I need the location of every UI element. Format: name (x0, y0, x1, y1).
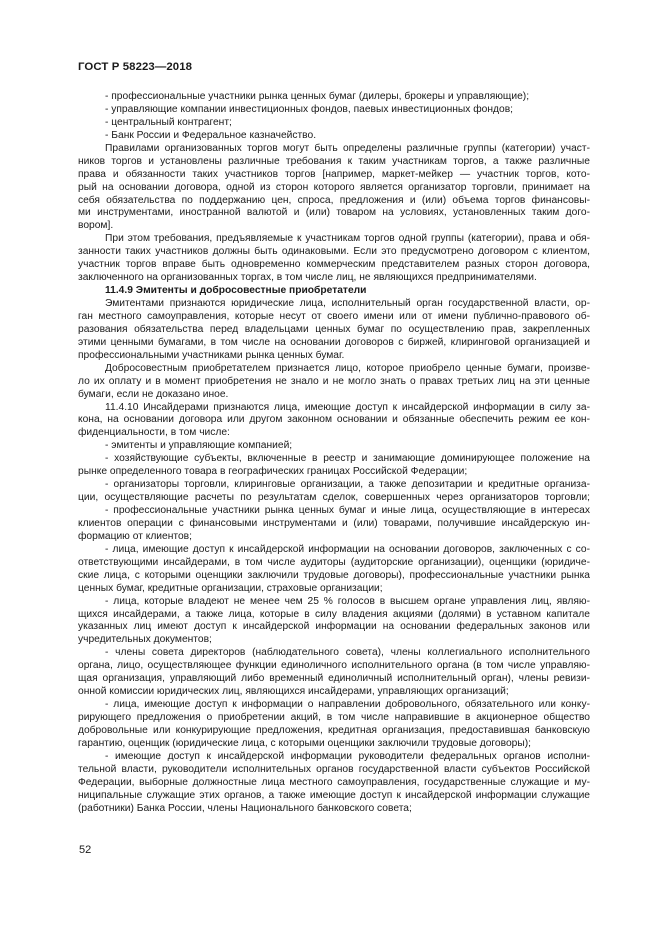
text-line: Федерации, выборные должностные лица местного самоуправления, государственные служащие и му- (78, 776, 590, 788)
text-line: - лица, имеющие доступ к информации о направлении добровольного, обязательного или конку- (105, 699, 590, 711)
text-line: формацию от клиентов; (78, 530, 192, 542)
text-line: Правилами организованных торгов могут быть определены различные группы (категории) участ- (105, 142, 590, 154)
text-line: себя обязательства по поддержанию цен, спроса, предложения и (или) объема торгов финансовы- (78, 194, 590, 206)
text-line: рый на основании договора, одной из сторон которого является организатор торговли, принимает на (78, 181, 590, 193)
text-line: - Банк России и Федеральное казначейство. (105, 129, 317, 141)
text-line: ции, осуществляющие расчеты по результатам сделок, совершенных через организаторов торговли; (78, 492, 590, 504)
text-line: щая организация, управляющий либо временный единоличный исполнительный орган), члены ревизи- (78, 673, 590, 685)
text-line: ские лица, с которыми оценщики заключили трудовые договоры), профессиональные участники рынка (78, 569, 590, 581)
text-line: щихся инсайдерами, а также лица, которые в силу владения акциями (долями) в уставном капитале (78, 608, 590, 620)
text-line: ценных бумаг, кредитные организации, страховые организации; (78, 582, 383, 594)
text-line: - эмитенты и управляющие компанией; (105, 440, 293, 452)
text-line: ников торгов и установлены различные требования к таким участникам торгов, а также различные (78, 155, 590, 167)
page-number: 52 (79, 844, 92, 856)
text-line: - имеющие доступ к инсайдерской информации руководители федеральных органов исполни- (105, 750, 590, 762)
text-line: Эмитентами признаются юридические лица, исполнительный орган государственной власти, ор- (105, 298, 590, 309)
section-heading: 11.4.9 Эмитенты и добросовестные приобретатели (105, 285, 367, 297)
text-line: - хозяйствующие субъекты, включенные в реестр и занимающие доминирующее положение на (105, 453, 590, 465)
text-line: - члены совета директоров (наблюдательного совета), члены коллегиального исполнительного (105, 647, 590, 659)
text-line: участник торгов вправе быть одновременно коммерческим представителем разных сторон договора, (78, 259, 590, 271)
text-line: - лица, имеющие доступ к инсайдерской информации на основании договоров, заключенных с со- (105, 543, 590, 555)
text-line: фиденциальности, в том числе: (78, 427, 230, 439)
body-text (78, 91, 590, 816)
text-line: ло их оплату и в момент приобретения не знало и не могло знать о правах третьих лиц на эти ценные (78, 375, 590, 387)
text-line: указанных лиц имеют доступ к инсайдерской информации на основании федеральных законов или (78, 621, 590, 633)
text-line: добровольные или конкурирующие предложения, кредитная организация, предоставившая банковскую (78, 724, 590, 736)
text-line: занности таких участников должны быть одинаковыми. Если это предусмотрено договором с клиентом, (78, 246, 590, 258)
text-line: - организаторы торговли, клиринговые организации, а также депозитарии и кредитные организа- (105, 479, 590, 491)
text-line: При этом требования, предъявляемые к участникам торгов одной группы (категории), права и обя- (105, 233, 590, 245)
text-line: профессиональными участниками рынка ценных бумаг. (78, 349, 345, 361)
text-line: 11.4.10 Инсайдерами признаются лица, имеющие доступ к инсайдерской информации в силу за- (105, 401, 590, 413)
text-line: - профессиональные участники рынка ценных бумаг и иные лица, осуществляющие в интересах (105, 505, 590, 516)
text-line: заключенного на организованных торгах, в том числе лиц, не являющихся предпринимателями. (78, 272, 537, 284)
text-line: этими ценными бумагами, в том числе на основании договоров с биржей, клиринговой организацией и (78, 336, 590, 348)
text-line: Добросовестным приобретателем признается лицо, которое приобрело ценные бумаги, произве- (105, 362, 590, 374)
text-line: ми инструментами, иностранной валютой и (или) товаром на условиях, установленных таким дого- (78, 207, 590, 219)
text-line: рирующего предложения о приобретении акций, в том числе направившие в акционерное общество (78, 712, 590, 723)
text-line: ган местного самоуправления, которые несут от своего имени или от имени публично-правового об- (78, 310, 590, 322)
text-line: - управляющие компании инвестиционных фондов, паевых инвестиционных фондов; (105, 103, 513, 115)
text-line: онной комиссии юридических лиц, являющихся инсайдерами, управляющих организаций; (78, 686, 509, 698)
text-line: вором]. (78, 220, 114, 232)
text-line: органа, лицо, осуществляющее функции единоличного исполнительного органа (в том числе управляю- (78, 660, 590, 672)
text-line: ниципальные служащие этих органов, а также имеющие доступ к инсайдерской информации служащие (78, 789, 590, 801)
text-line: (работники) Банка России, члены Национального банковского совета; (78, 802, 412, 814)
text-line: - лица, которые владеют не менее чем 25 % голосов в высшем органе управления лиц, являю- (105, 595, 590, 607)
text-line: - профессиональные участники рынка ценных бумаг (дилеры, брокеры и управляющие); (105, 91, 530, 102)
text-line: права и обязанности таких участников торгов [например, маркет-мейкер — участник торгов, кото- (78, 168, 590, 180)
text-line: учредительных документов; (78, 634, 212, 646)
text-line: - центральный контрагент; (105, 116, 232, 128)
text-line: клиентов операции с финансовыми инструментами и (или) товарами, получившие инсайдерскую ин- (78, 517, 590, 529)
text-line: ответствующими инсайдерами, в том числе аудиторы (аудиторские организации), оценщики (юридиче- (78, 556, 590, 568)
document-header: ГОСТ Р 58223—2018 (78, 61, 193, 73)
text-line: рынке определенного товара в географических границах Российской Федерации; (78, 466, 468, 478)
text-line: гарантию, оценщик (юридические лица, с которыми оценщики заключили трудовые договоры); (78, 737, 531, 749)
text-line: тельной власти, руководители исполнительных органов государственной власти субъектов Российской (78, 763, 590, 775)
text-line: разования обязательства перед владельцами ценных бумаг по осуществлению прав, закрепленных (78, 323, 590, 335)
text-line: бумаги, если не доказано иное. (78, 388, 229, 400)
text-line: кона, на основании договора или другом законном основании и обязанные обеспечить режим ее кон- (78, 414, 590, 426)
